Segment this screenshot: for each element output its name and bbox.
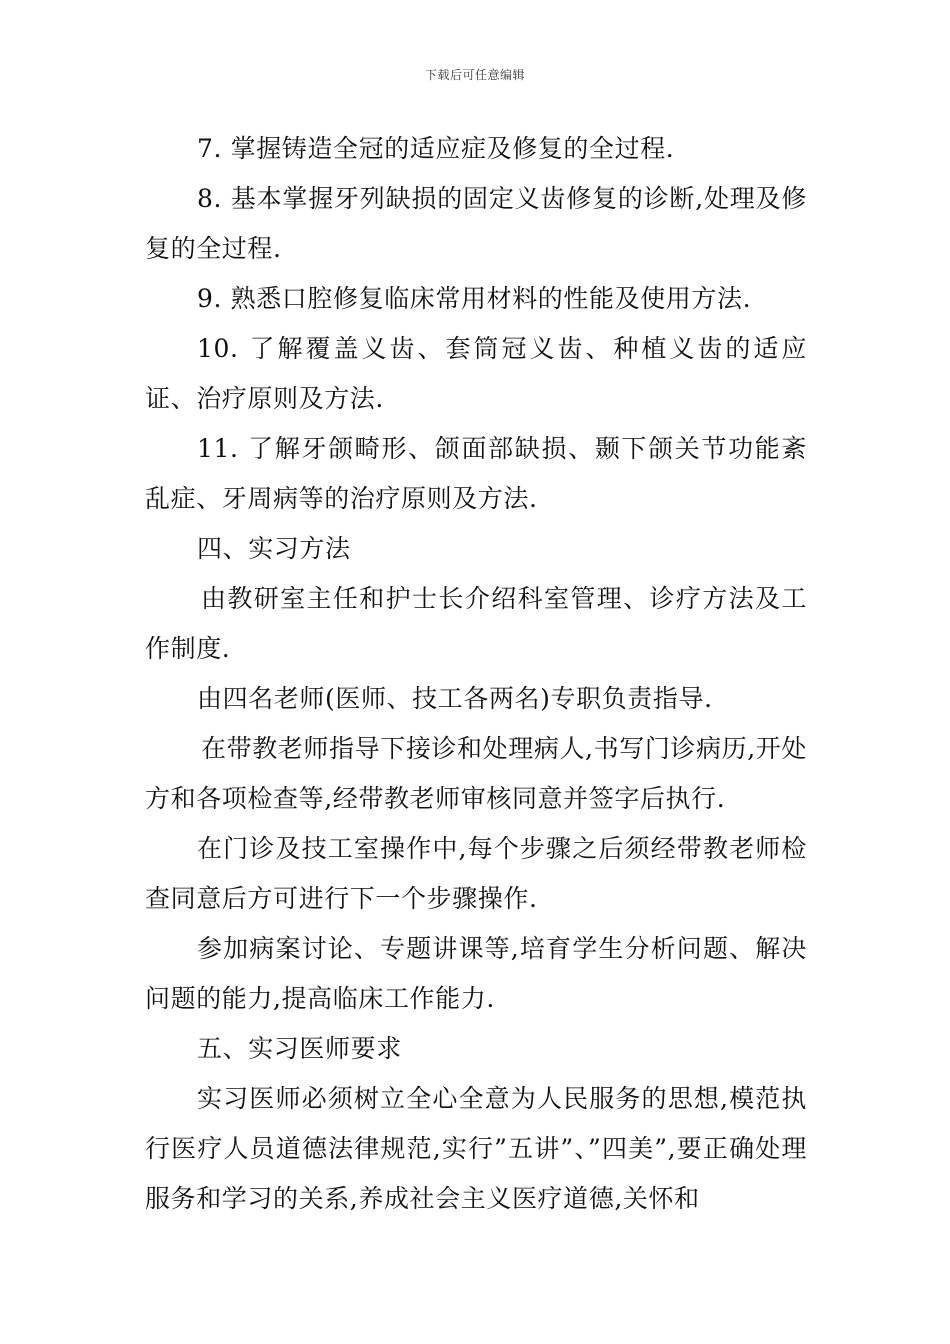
paragraph-item-7: 7. 掌握铸造全冠的适应症及修复的全过程.: [197, 134, 675, 163]
section-heading-methods: 四、实习方法: [197, 534, 351, 563]
paragraph-item-10: 10. 了解覆盖义齿、套筒冠义齿、种植义齿的适应证、治疗原则及方法.: [145, 334, 807, 413]
paragraph-item-9: 9. 熟悉口腔修复临床常用材料的性能及使用方法.: [197, 284, 752, 313]
header-note: 下载后可任意编辑: [424, 68, 525, 82]
paragraph-requirements-1: 实习医师必须树立全心全意为人民服务的思想,模范执行医疗人员道德法律规范,实行”五讲”、”四美”,要正确处理服务和学习的关系,养成社会主义医疗道德,关怀和: [145, 1084, 807, 1213]
paragraph-methods-5: 参加病案讨论、专题讲课等,培育学生分析问题、解决问题的能力,提高临床工作能力.: [145, 934, 807, 1013]
paragraph-item-11: 11. 了解牙颌畸形、颌面部缺损、颞下颌关节功能紊乱症、牙周病等的治疗原则及方法.: [145, 434, 807, 513]
section-heading-requirements: 五、实习医师要求: [197, 1034, 402, 1063]
paragraph-methods-2: 由四名老师(医师、技工各两名)专职负责指导.: [197, 684, 713, 713]
paragraph-methods-4: 在门诊及技工室操作中,每个步骤之后须经带教老师检查同意后方可进行下一个步骤操作.: [145, 834, 807, 913]
paragraph-item-8: 8. 基本掌握牙列缺损的固定义齿修复的诊断,处理及修复的全过程.: [145, 184, 807, 263]
paragraph-methods-1: 由教研室主任和护士长介绍科室管理、诊疗方法及工作制度.: [145, 584, 807, 663]
document-body: [145, 124, 807, 1224]
paragraph-methods-3: 在带教老师指导下接诊和处理病人,书写门诊病历,开处方和各项检查等,经带教老师审核同意并签字后执行.: [145, 734, 807, 813]
